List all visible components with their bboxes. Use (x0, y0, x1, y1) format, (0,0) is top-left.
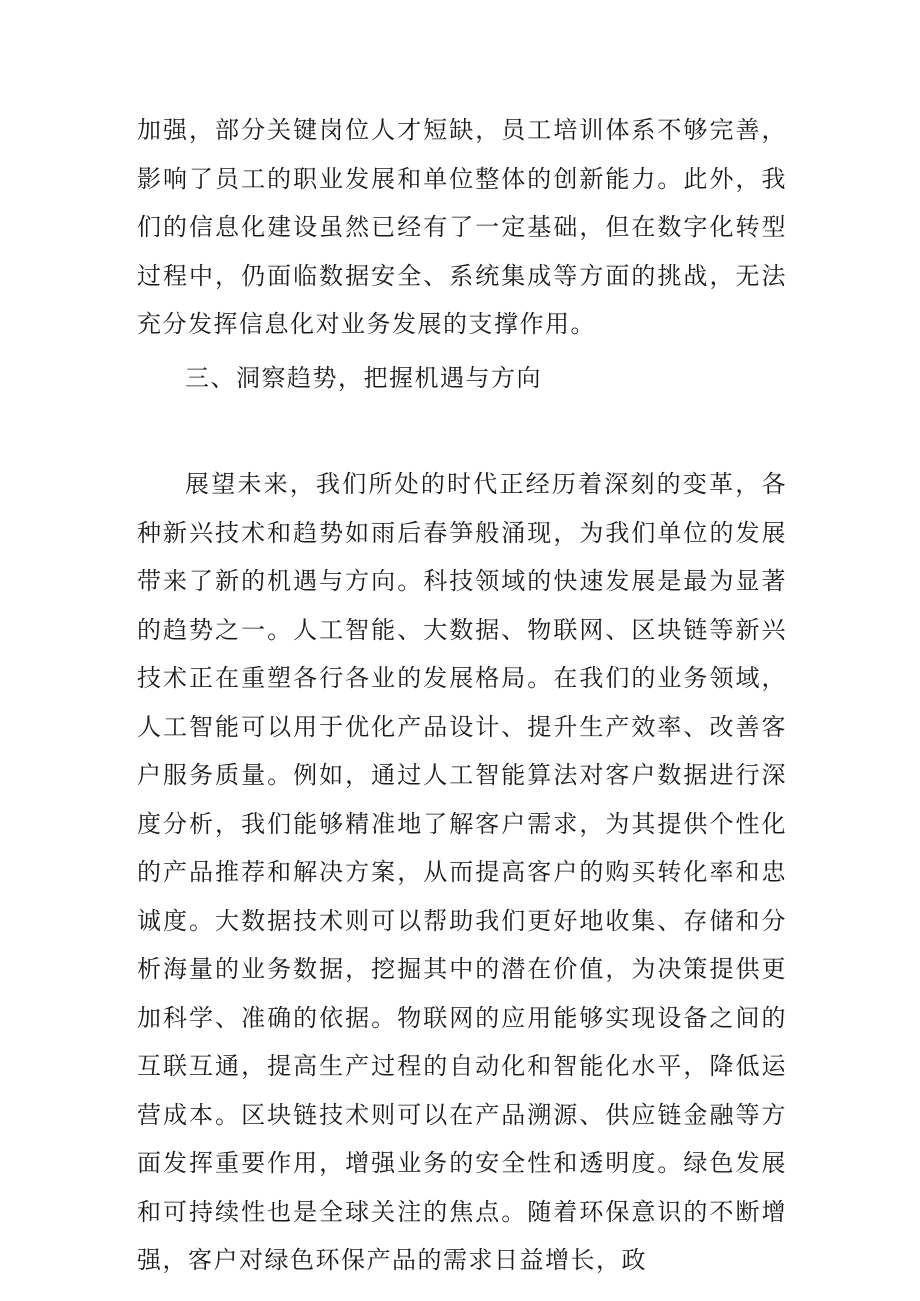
paragraph-continued: 加强，部分关键岗位人才短缺，员工培训体系不够完善，影响了员工的职业发展和单位整体的创新能力。此外，我们的信息化建设虽然已经有了一定基础，但在数字化转型过程中，仍面临数据安全、系统集成等方面的挑战，无法充分发挥信息化对业务发展的支撑作用。 (137, 116, 787, 338)
section-heading: 三、洞察趋势，把握机遇与方向 (185, 364, 542, 392)
paragraph-main: 展望未来，我们所处的时代正经历着深刻的变革，各种新兴技术和趋势如雨后春笋般涌现，为我们单位的发展带来了新的机遇与方向。科技领域的快速发展是最为显著的趋势之一。人工智能、大数据、物联网、区块链等新兴技术正在重塑各行各业的发展格局。在我们的业务领域，人工智能可以用于优化产品设计、提升生产效率、改善客户服务质量。例如，通过人工智能算法对客户数据进行深度分析，我们能够精准地了解客户需求，为其提供个性化的产品推荐和解决方案，从而提高客户的购买转化率和忠诚度。大数据技术则可以帮助我们更好地收集、存储和分析海量的业务数据，挖掘其中的潜在价值，为决策提供更加科学、准确的依据。物联网的应用能够实现设备之间的互联互通，提高生产过程的自动化和智能化水平，降低运营成本。区块链技术则可以在产品溯源、供应链金融等方面发挥重要作用，增强业务的安全性和透明度。绿色发展和可持续性也是全球关注的焦点。随着环保意识的不断增强，客户对绿色环保产品的需求日益增长，政 (137, 470, 787, 1274)
